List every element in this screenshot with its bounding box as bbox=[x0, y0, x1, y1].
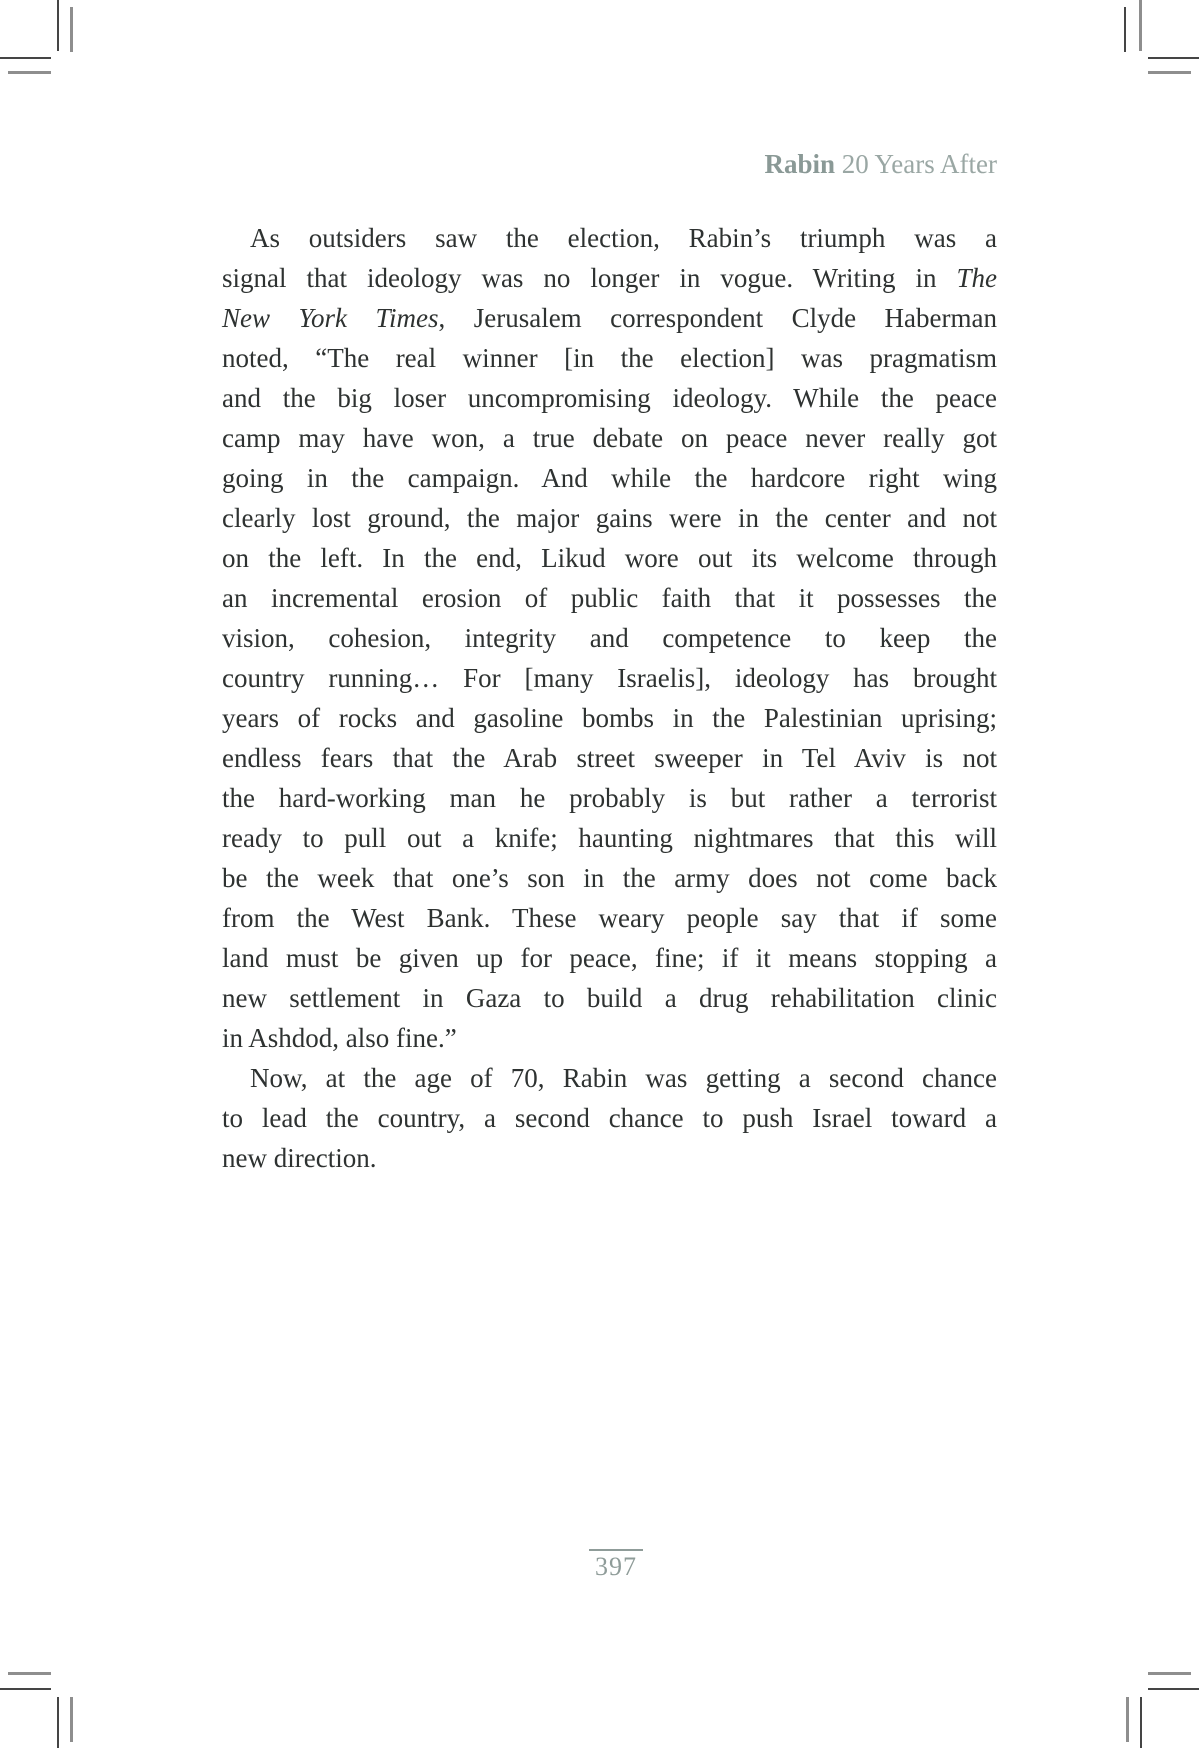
text-line: going in the campaign. And while the hardcore right wing bbox=[222, 463, 997, 493]
body-text bbox=[222, 218, 997, 1178]
crop-mark-bottom-right-vertical bbox=[1140, 1697, 1142, 1748]
crop-mark-top-left-horizontal bbox=[0, 57, 51, 59]
crop-mark-top-left-horizontal-2 bbox=[8, 71, 51, 74]
crop-mark-bottom-left-horizontal-2 bbox=[8, 1672, 51, 1675]
text-line: the hard-working man he probably is but rather a terrorist bbox=[222, 783, 997, 813]
running-header-title-rest: 20 Years After bbox=[835, 149, 997, 179]
crop-mark-top-right-horizontal-2 bbox=[1148, 71, 1191, 74]
crop-mark-bottom-right-horizontal-2 bbox=[1148, 1672, 1191, 1675]
crop-mark-bottom-left-horizontal bbox=[0, 1688, 51, 1690]
crop-mark-bottom-left-vertical-2 bbox=[70, 1697, 73, 1742]
crop-mark-top-right-horizontal bbox=[1148, 57, 1199, 59]
text-line: camp may have won, a true debate on peace never really got bbox=[222, 423, 997, 453]
text-line: new direction. bbox=[222, 1143, 377, 1173]
crop-mark-top-left-vertical-2 bbox=[70, 7, 73, 52]
crop-mark-top-left-vertical bbox=[57, 0, 59, 51]
text-line: country running… For [many Israelis], ideology has brought bbox=[222, 663, 997, 693]
text-line: be the week that one’s son in the army does not come back bbox=[222, 863, 997, 893]
text-line: land must be given up for peace, fine; if it means stopping a bbox=[222, 943, 997, 973]
text-line: new settlement in Gaza to build a drug rehabilitation clinic bbox=[222, 983, 997, 1013]
page-number: 397 bbox=[589, 1549, 643, 1582]
running-header bbox=[222, 144, 997, 184]
crop-mark-bottom-right-horizontal bbox=[1148, 1688, 1199, 1690]
text-line: ready to pull out a knife; haunting nightmares that this will bbox=[222, 823, 997, 853]
text-line: vision, cohesion, integrity and competence to keep the bbox=[222, 623, 997, 653]
text-line: from the West Bank. These weary people say that if some bbox=[222, 903, 997, 933]
crop-mark-bottom-left-vertical bbox=[57, 1697, 59, 1748]
text-line: endless fears that the Arab street sweeper in Tel Aviv is not bbox=[222, 743, 997, 773]
crop-mark-top-right-vertical-2 bbox=[1139, 0, 1142, 51]
text-line: As outsiders saw the election, Rabin’s triumph was a bbox=[250, 223, 997, 253]
text-line: an incremental erosion of public faith that it possesses the bbox=[222, 583, 997, 613]
text-line: to lead the country, a second chance to push Israel toward a bbox=[222, 1103, 997, 1133]
text-line: New York Times, Jerusalem correspondent Clyde Haberman bbox=[222, 303, 997, 333]
text-line: years of rocks and gasoline bombs in the Palestinian uprising; bbox=[222, 703, 997, 733]
text-line: and the big loser uncompromising ideology. While the peace bbox=[222, 383, 997, 413]
text-line: clearly lost ground, the major gains were in the center and not bbox=[222, 503, 997, 533]
running-header-title-bold: Rabin bbox=[764, 149, 835, 179]
text-line: in Ashdod, also fine.” bbox=[222, 1023, 457, 1053]
text-line: Now, at the age of 70, Rabin was getting a second chance bbox=[250, 1063, 997, 1093]
text-line: noted, “The real winner [in the election] was pragmatism bbox=[222, 343, 997, 373]
text-line: signal that ideology was no longer in vogue. Writing in The bbox=[222, 263, 997, 293]
text-line: on the left. In the end, Likud wore out its welcome through bbox=[222, 543, 997, 573]
crop-mark-top-right-vertical bbox=[1124, 7, 1126, 52]
crop-mark-bottom-right-vertical-2 bbox=[1126, 1697, 1129, 1742]
